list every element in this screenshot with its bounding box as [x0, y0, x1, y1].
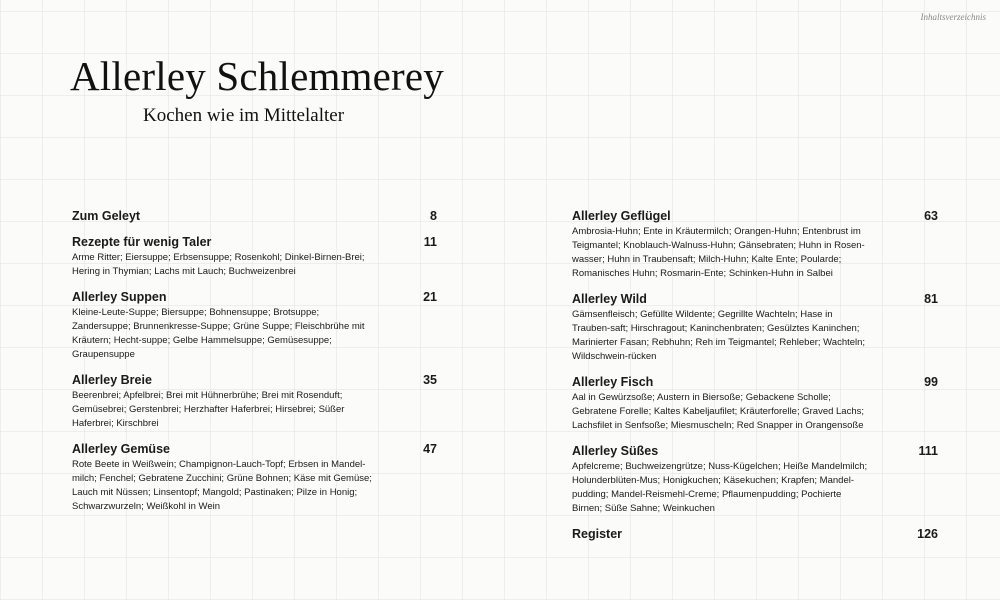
toc-entry-page: 8	[430, 209, 437, 223]
toc-entry[interactable]	[572, 527, 938, 542]
toc-entry-recipes: Gämsenfleisch; Gefüllte Wildente; Gegrillte Wachteln; Hase in Trauben-saft; Hirschragout; Kaninchenbraten; Gesülztes Kaninchen; Marinierter Fasan; Rebhuhn; Reh im Teigmantel; Rehleber; Wachteln; Wildschwein-rücken	[572, 309, 866, 362]
book-title: Allerley Schlemmerey	[70, 53, 445, 99]
toc-entry-title: Allerley Gemüse	[72, 442, 170, 456]
running-head: Inhaltsverzeichnis	[920, 12, 986, 22]
toc-entry-recipes: Aal in Gewürzsoße; Austern in Biersoße; Gebackene Scholle; Gebratene Forelle; Kaltes Kabeljaufilet; Kräuterforelle; Graved Lachs; Lachsfilet in Senfsoße; Miesmuscheln; Red Snapper in Orangensoße	[572, 392, 865, 431]
toc-entry-page: 35	[423, 373, 437, 387]
toc-entry[interactable]	[72, 209, 437, 224]
book-subtitle: Kochen wie im Mittelalter	[143, 105, 345, 126]
toc-entry-page: 11	[423, 235, 437, 249]
toc-right-column	[572, 209, 938, 553]
toc-entry-page: 126	[917, 527, 938, 541]
toc-entry[interactable]	[72, 290, 437, 362]
toc-entry-recipes: Kleine-Leute-Suppe; Biersuppe; Bohnensuppe; Brotsuppe; Zandersuppe; Brunnenkresse-Suppe; Grüne Suppe; Fleischbrühe mit Kräutern; Hecht-suppe; Gelbe Hammelsuppe; Gemüsesuppe; Graupensuppe	[72, 307, 365, 360]
toc-left-column	[72, 209, 437, 525]
toc-entry[interactable]	[572, 292, 938, 364]
toc-entry[interactable]	[572, 375, 938, 433]
toc-entry-recipes: Beerenbrei; Apfelbrei; Brei mit Hühnerbrühe; Brei mit Rosenduft; Gemüsebrei; Gerstenbrei; Herzhafter Haferbrei; Hirsebrei; Süßer Haferbrei; Kirschbrei	[72, 390, 345, 429]
toc-entry-recipes: Rote Beete in Weißwein; Champignon-Lauch-Topf; Erbsen in Mandel-milch; Fenchel; Gebratene Zucchini; Grüne Bohnen; Käse mit Gemüse; Lauch mit Nüssen; Linsentopf; Mangold; Pastinaken; Pilze in Honig; Schwarzwurzeln; Weißkohl in Wein	[72, 459, 372, 512]
toc-entry-title: Allerley Fisch	[572, 375, 654, 389]
toc-entry[interactable]	[572, 209, 938, 281]
toc-entry[interactable]	[72, 235, 437, 279]
toc-entry-title: Register	[572, 527, 623, 541]
toc-entry-recipes: Ambrosia-Huhn; Ente in Kräutermilch; Orangen-Huhn; Entenbrust im Teigmantel; Knoblauch-Walnuss-Huhn; Gänsebraten; Huhn in Rosen-wasser; Huhn in Traubensaft; Milch-Huhn; Kalte Ente; Poularde; Romanisches Huhn; Rosmarin-Ente; Schinken-Huhn in Salbei	[572, 226, 865, 279]
toc-entry[interactable]	[72, 442, 437, 514]
toc-entry-title: Allerley Geflügel	[572, 209, 671, 223]
toc-entry[interactable]	[572, 444, 938, 516]
toc-entry-title: Allerley Wild	[572, 292, 647, 306]
toc-entry-recipes: Apfelcreme; Buchweizengrütze; Nuss-Kügelchen; Heiße Mandelmilch; Holunderblüten-Mus; Honigkuchen; Käsekuchen; Krapfen; Mandel-pudding; Mandel-Reismehl-Creme; Pflaumenpudding; Pochierte Birnen; Süße Sahne; Weinkuchen	[572, 461, 868, 514]
toc-entry[interactable]	[72, 373, 437, 431]
toc-entry-page: 111	[918, 444, 938, 458]
toc-entry-title: Zum Geleyt	[72, 209, 141, 223]
toc-entry-page: 99	[924, 375, 938, 389]
toc-entry-recipes: Arme Ritter; Eiersuppe; Erbsensuppe; Rosenkohl; Dinkel-Birnen-Brei; Hering in Thymian; Lachs mit Lauch; Buchweizenbrei	[72, 252, 365, 277]
toc-entry-title: Allerley Breie	[72, 373, 152, 387]
toc-entry-title: Allerley Suppen	[72, 290, 167, 304]
toc-entry-page: 47	[423, 442, 437, 456]
toc-entry-page: 21	[423, 290, 437, 304]
toc-entry-title: Rezepte für wenig Taler	[72, 235, 212, 249]
toc-entry-title: Allerley Süßes	[572, 444, 659, 458]
toc-entry-page: 63	[924, 209, 938, 223]
toc-entry-page: 81	[924, 292, 938, 306]
